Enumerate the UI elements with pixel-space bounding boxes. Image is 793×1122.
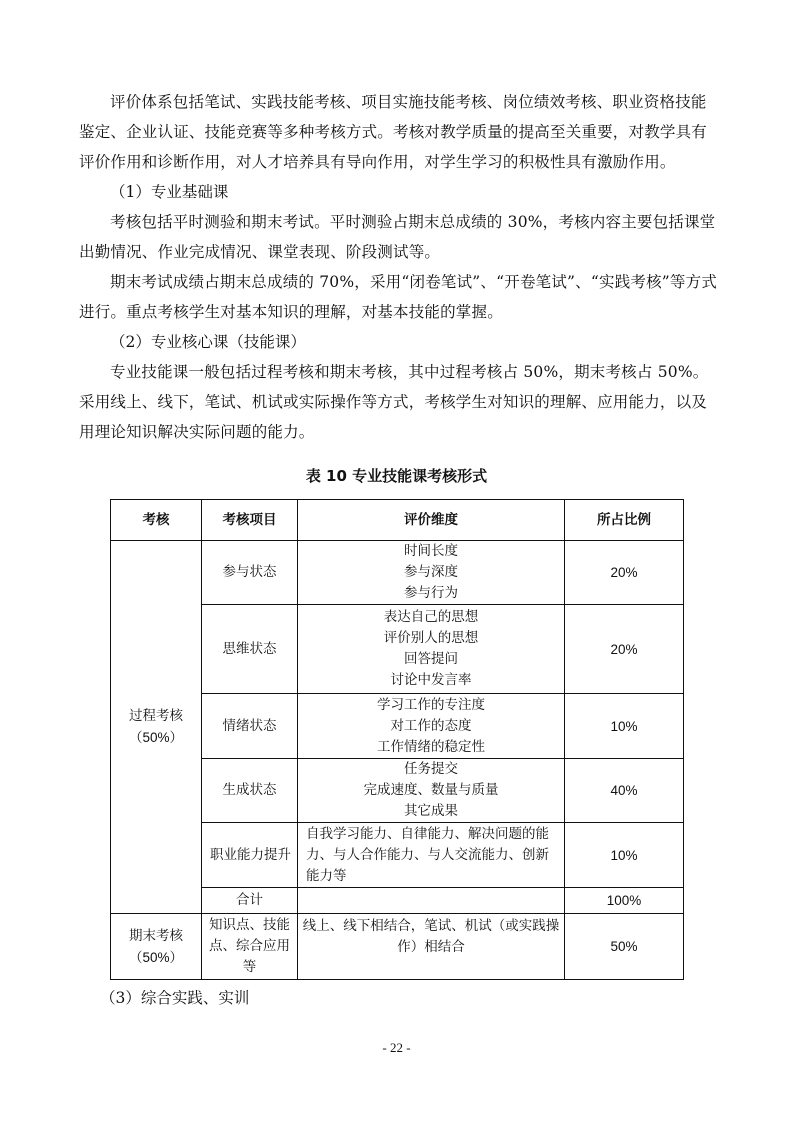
item-cell: 思维状态 [202,605,298,694]
final-assessment-cell [111,914,202,980]
total-empty-cell [298,888,565,914]
table-caption: 表 10 专业技能课考核形式 [305,467,488,485]
ratio-cell: 10% [565,823,684,888]
heading-practice: （3）综合实践、实训 [100,989,250,1007]
ratio-cell: 20% [565,605,684,694]
ratio-cell: 20% [565,541,684,605]
total-ratio-cell: 100% [565,888,684,914]
item-cell: 参与状态 [202,541,298,605]
item-cell: 情绪状态 [202,694,298,759]
total-label-cell: 合计 [202,888,298,914]
process-percent: （50%） [128,730,184,745]
ratio-cell: 10% [565,694,684,759]
dimension-line: 其它成果 [404,803,458,819]
header-ratio: 所占比例 [565,500,684,541]
header-assessment: 考核 [111,500,202,541]
dimension-line: 参与深度 [404,564,458,580]
dimension-cell: 自我学习能力、自律能力、解决问题的能力、与人合作能力、与人交流能力、创新能力等 [298,823,565,888]
final-label: 期末考核 [129,927,183,944]
assessment-table [110,499,684,980]
dimension-line: 讨论中发言率 [390,672,472,688]
table-header-row [111,500,684,541]
item-cell: 生成状态 [202,759,298,823]
heading-basic-course: （1）专业基础课 [110,183,229,201]
header-dimension: 评价维度 [298,500,565,541]
dimension-cell [298,694,565,759]
table-row [111,914,684,980]
page-number: - 22 - [382,1040,411,1055]
dimension-line: 工作情绪的稳定性 [377,738,485,755]
paragraph-evaluation-system: 评价体系包括笔试、实践技能考核、项目实施技能考核、岗位绩效考核、职业资格技能鉴定、企业认证、技能竞赛等多种考核方式。考核对教学质量的提高至关重要，对教学具有评价作用和诊断作用，对人才培养具有导向作用，对学生学习的积极性具有激励作用。 [79,93,708,171]
table-row [111,541,684,605]
ratio-cell: 40% [565,759,684,823]
paragraph-basic-course-final: 期末考试成绩占期末总成绩的 70%，采用“闭卷笔试”、“开卷笔试”、“实践考核”等方式进行。重点考核学生对基本知识的理解，对基本技能的掌握。 [79,273,718,321]
dimension-line: 回答提问 [404,651,458,667]
dimension-line: 表达自己的思想 [383,609,479,625]
dimension-line: 评价别人的思想 [383,630,479,646]
final-percent: （50%） [128,949,184,965]
dimension-line: 任务提交 [404,761,458,777]
item-cell: 职业能力提升 [202,823,298,888]
dimension-cell [298,759,565,823]
dimension-line: 参与行为 [404,585,458,601]
dimension-cell [298,541,565,605]
heading-core-course: （2）专业核心课（技能课） [110,333,306,351]
header-item: 考核项目 [202,500,298,541]
process-assessment-cell [111,541,202,914]
process-label: 过程考核 [129,708,183,724]
dimension-line: 学习工作的专注度 [377,696,485,713]
dimension-cell: 线上、线下相结合，笔试、机试（或实践操作）相结合 [298,914,565,980]
item-cell: 知识点、技能点、综合应用等 [202,914,298,980]
dimension-line: 完成速度、数量与质量 [363,782,499,798]
paragraph-core-course: 专业技能课一般包括过程考核和期末考核，其中过程考核占 50%，期末考核占 50%。采用线上、线下，笔试、机试或实际操作等方式，考核学生对知识的理解、应用能力，以及用理论知识解决实际问题的能力。 [79,363,709,441]
paragraph-basic-course-quiz: 考核包括平时测验和期末考试。平时测验占期末总成绩的 30%，考核内容主要包括课堂出勤情况、作业完成情况、课堂表现、阶段测试等。 [79,213,716,261]
ratio-cell: 50% [565,914,684,980]
dimension-cell [298,605,565,694]
dimension-line: 时间长度 [404,543,458,559]
dimension-line: 对工作的态度 [390,717,472,734]
